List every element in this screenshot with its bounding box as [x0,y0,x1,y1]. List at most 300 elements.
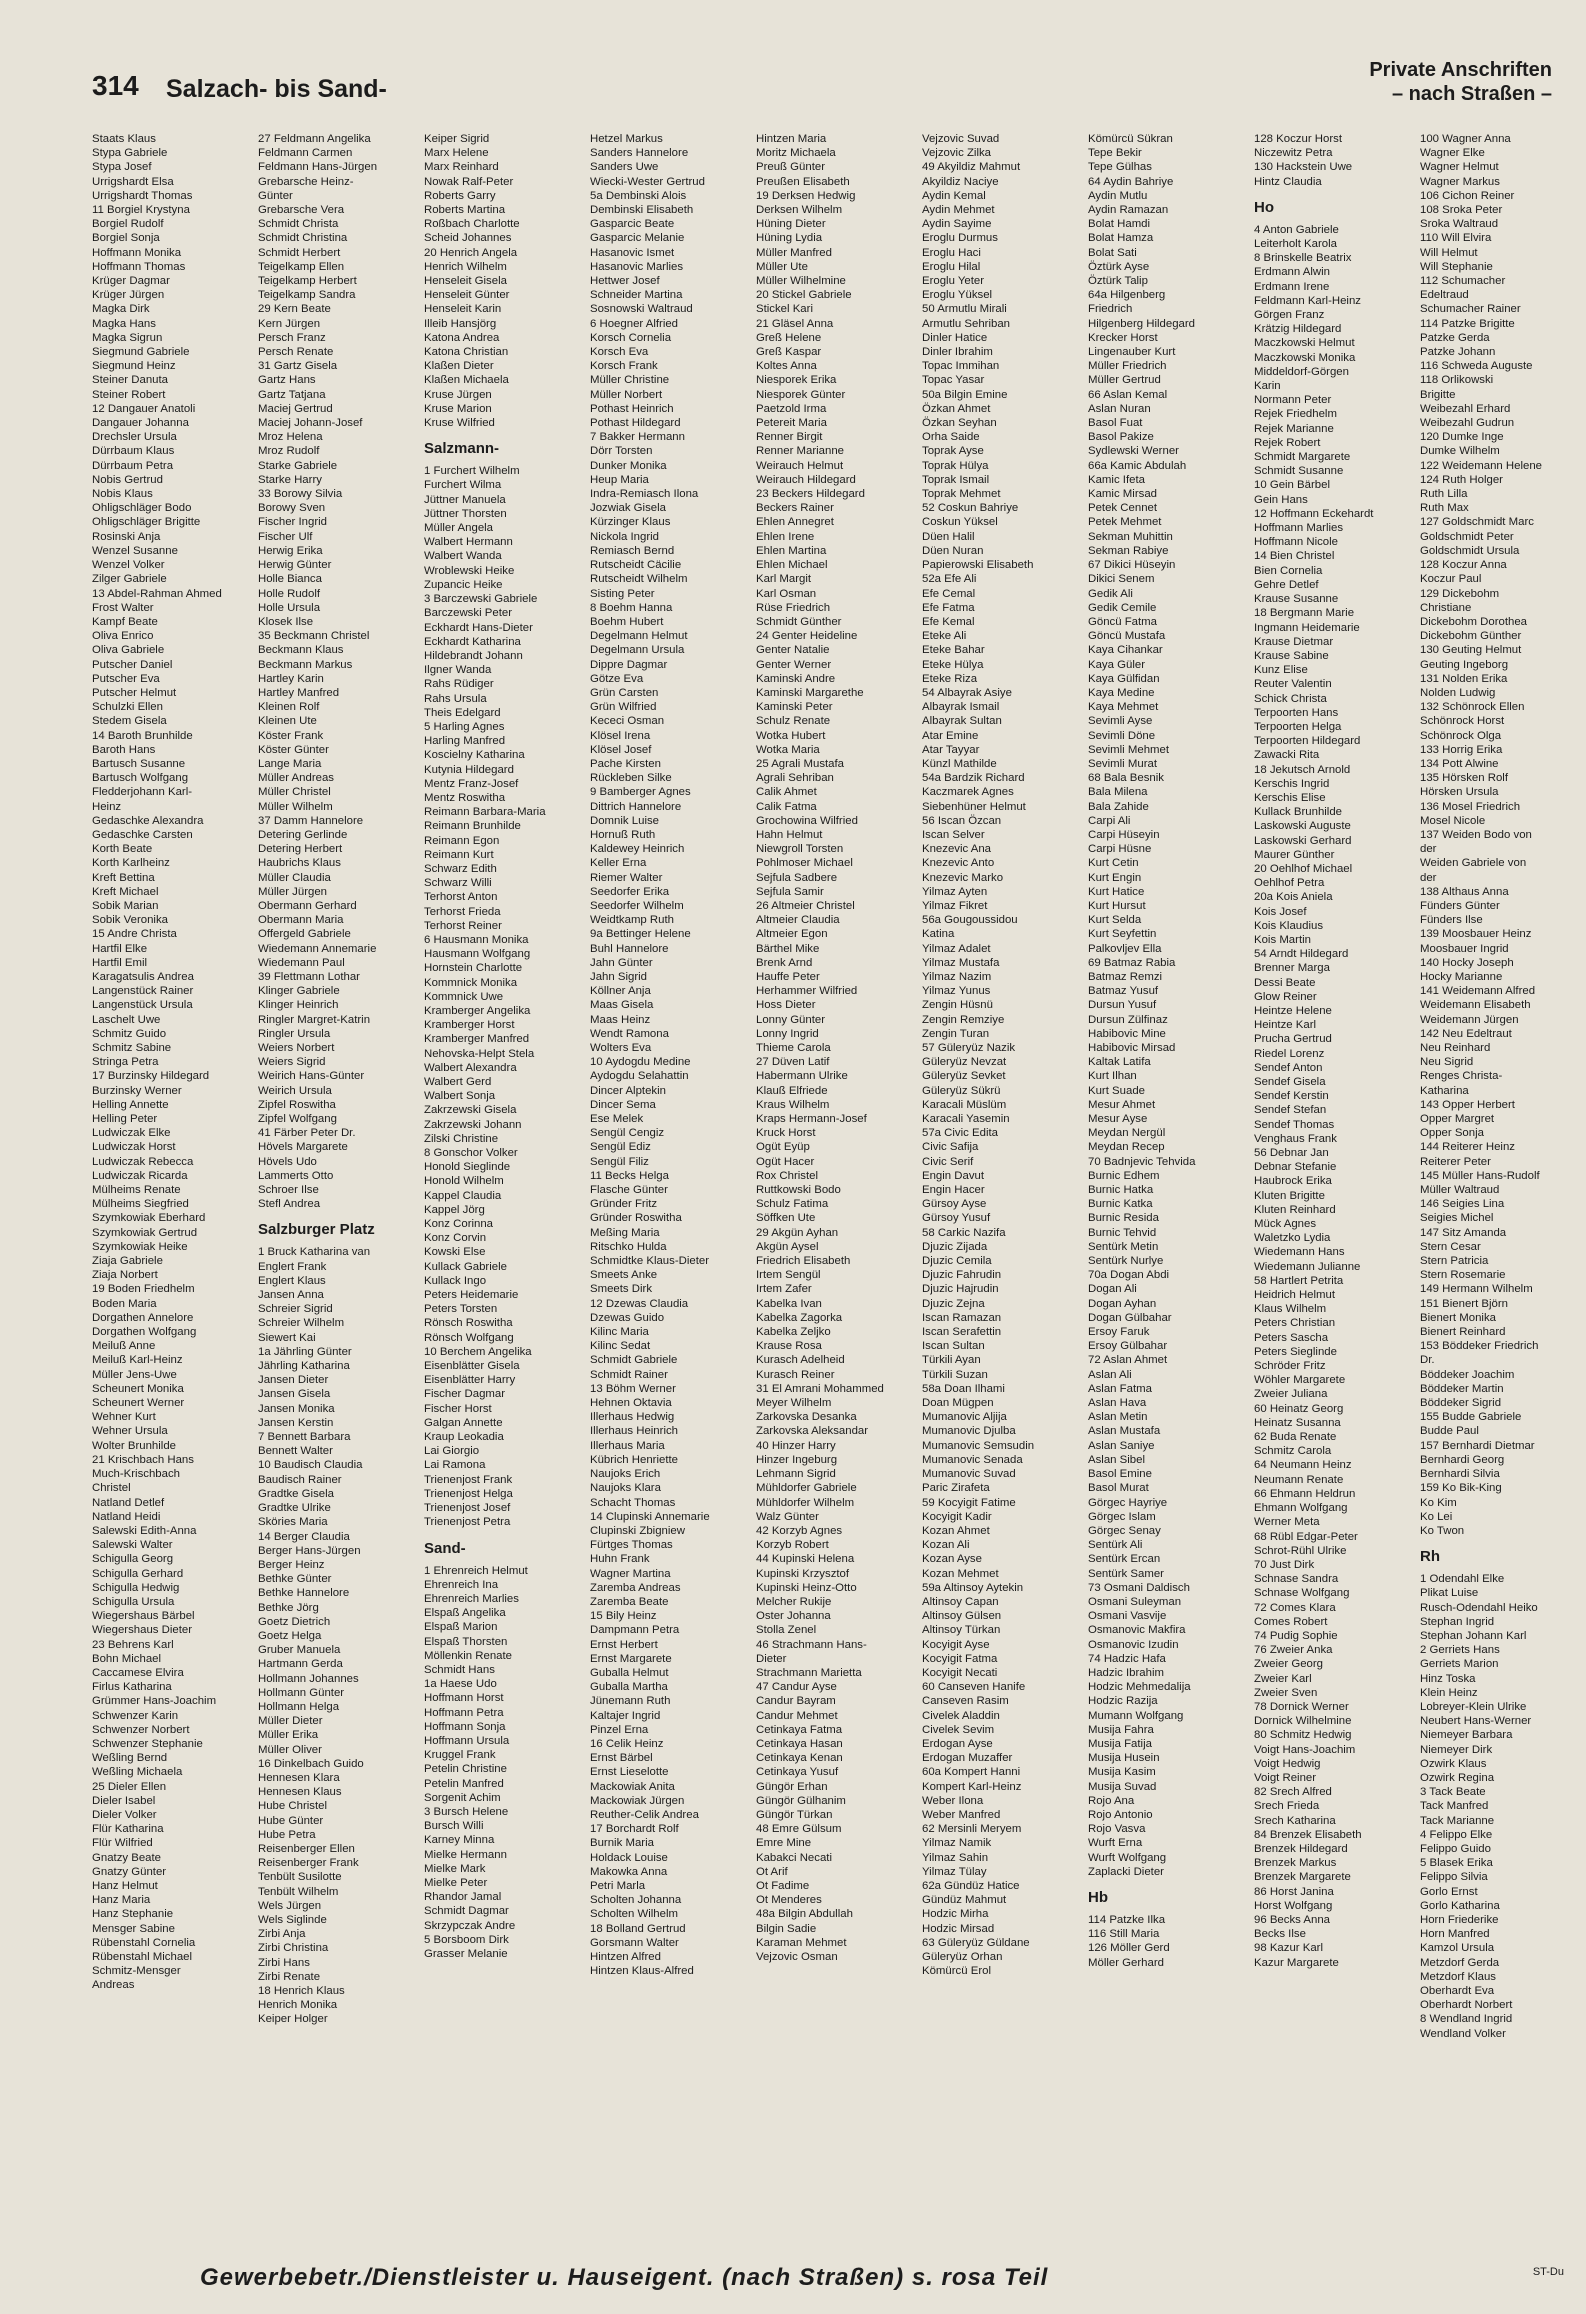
entry: 6 Hausmann Monika [424,933,529,946]
entry: Petek Cennet [1088,502,1158,515]
entry: Berger Hans-Jürgen [258,1544,361,1557]
entry: Langenstück Ursula [92,999,193,1012]
entry: Holdack Louise [590,1851,668,1864]
entry: Erdmann Irene [1254,280,1330,293]
entry: Derksen Wilhelm [756,204,843,217]
entry: Harling Manfred [424,735,506,748]
entry: Schmidt Susanne [1254,465,1344,478]
entry: Stern Rosemarie [1420,1269,1506,1282]
entry: 8 Wendland Ingrid [1420,2013,1513,2026]
entry: Rejek Marianne [1254,422,1334,435]
entry: Wiedemann Hans [1254,1246,1345,1259]
entry: Honold Wilhelm [424,1175,504,1188]
entry: Rahs Rüdiger [424,678,494,691]
entry: Petelin Manfred [424,1777,504,1790]
entry: 57a Civic Edita [922,1127,998,1140]
entry: Peters Torsten [424,1303,498,1316]
entry: Beckmann Markus [258,658,353,671]
entry: Rojo Ana [1088,1794,1135,1807]
entry: Kullack Gabriele [424,1260,507,1273]
entry: Holle Rudolf [258,587,321,600]
entry: 130 Hackstein Uwe [1254,161,1353,174]
entry: Djuzic Zijada [922,1240,988,1253]
entry: Ruth Max [1420,502,1469,515]
entry: Wolter Brunhilde [92,1439,176,1452]
directory-column [922,132,1086,2262]
entry: Marx Helene [424,147,489,160]
entry: Dincer Alptekin [590,1084,666,1097]
entry: Rübenstahl Cornelia [92,1936,196,1949]
entry: Krause Susanne [1254,593,1339,606]
entry: Hornuß Ruth [590,828,656,841]
entry: Erdogan Ayse [922,1737,993,1750]
entry: Hube Günter [258,1814,324,1827]
entry: Brenzek Hildegard [1254,1842,1348,1855]
entry: Ernst Herbert [590,1638,658,1651]
entry: 73 Osmani Daldisch [1088,1581,1190,1594]
entry: Jansen Dieter [258,1374,329,1387]
page-title: Salzach- bis Sand- [166,75,387,103]
entry: Steiner Robert [92,388,166,401]
entry: Efe Cemal [922,587,976,600]
entry: Cetinkaya Yusuf [756,1766,839,1779]
entry: Renner Birgit [756,431,823,444]
entry: Seigies Michel [1420,1212,1494,1225]
entry: Krüger Dagmar [92,275,170,288]
directory-column [258,132,422,2262]
entry: Oster Johanna [756,1610,831,1623]
entry: Schulzki Ellen [92,701,163,714]
entry: Obermann Gerhard [258,899,357,912]
entry: Carpi Hüsne [1088,843,1152,856]
entry: Hanz Maria [92,1894,151,1907]
entry: Güngör Gülhanim [756,1794,846,1807]
entry: Englert Frank [258,1260,327,1273]
entry: Civelek Sevim [922,1723,995,1736]
entry: der [1420,843,1437,856]
entry: Kurt Ilhan [1088,1070,1137,1083]
entry: Ogüt Eyüp [756,1141,810,1154]
entry: Zaplacki Dieter [1088,1865,1164,1878]
entry: Thieme Carola [756,1042,831,1054]
entry: Rusch-Odendahl Heiko [1420,1601,1538,1614]
entry: Urrigshardt Elsa [92,175,174,188]
entry: Aslan Hava [1088,1397,1147,1410]
entry: Magka Sigrun [92,331,163,344]
entry: Altmeier Claudia [756,914,840,927]
entry: Nickola Ingrid [590,530,660,543]
entry: 96 Becks Anna [1254,1913,1330,1926]
entry: Kurt Hatice [1088,885,1145,898]
entry: Maczkowski Monika [1254,351,1356,364]
entry: 62a Gündüz Hatice [922,1879,1020,1892]
entry: Smeets Anke [590,1269,658,1282]
entry: Wagner Markus [1420,175,1500,188]
entry: Schmidt Herbert [258,246,341,259]
entry: 3 Bursch Helene [424,1805,509,1818]
entry: Laskowski Auguste [1254,820,1351,833]
entry: Geuting Ingeborg [1420,658,1509,671]
entry: Möllenkin Renate [424,1649,513,1662]
entry: Yilmaz Yunus [922,985,991,998]
entry: Stern Cesar [1420,1240,1481,1253]
entry: Dippre Dagmar [590,658,668,671]
entry: Henseleit Günter [424,289,510,302]
entry: Helling Annette [92,1098,169,1111]
entry: Dorgathen Annelore [92,1311,194,1324]
entry: Kois Martin [1254,933,1311,946]
entry: Schumacher Rainer [1420,303,1521,316]
entry: 137 Weiden Bodo von [1420,828,1532,841]
entry: Stephan Ingrid [1420,1615,1495,1628]
entry: Lai Ramona [424,1459,486,1472]
entry: Roberts Garry [424,189,496,202]
entry: 67 Dikici Hüseyin [1088,559,1176,572]
entry: Furchert Wilma [424,479,502,492]
entry: Werner Meta [1254,1516,1320,1529]
entry: Güleryüz Nevzat [922,1056,1007,1069]
entry: Iscan Sultan [922,1340,985,1353]
entry: Schreier Sigrid [258,1303,333,1316]
entry: 124 Ruth Holger [1420,473,1503,486]
entry: Kaczmarek Agnes [922,786,1014,799]
entry: 12 Dzewas Claudia [590,1297,689,1310]
entry: Schigulla Ursula [92,1595,175,1608]
entry: Karney Minna [424,1834,495,1847]
entry: Kocyigit Fatma [922,1652,998,1665]
entry: Persch Franz [258,331,326,344]
entry: Gerriets Marion [1420,1658,1499,1671]
entry: Guballa Helmut [590,1666,669,1679]
entry: Lonny Günter [756,1013,826,1026]
entry: 63 Güleryüz Güldane [922,1936,1030,1949]
entry: Schmidt Hans [424,1663,495,1676]
entry: 10 Aydogdu Medine [590,1056,691,1069]
entry: Karl Margit [756,573,812,586]
entry: Moosbauer Ingrid [1420,942,1509,955]
entry: Eroglu Haci [922,246,981,259]
entry: Topac Yasar [922,374,985,387]
entry: Trienenjost Frank [424,1473,513,1486]
entry: Kluten Reinhard [1254,1203,1336,1216]
entry: Dumke Wilhelm [1420,445,1500,458]
entry: Oberhardt Eva [1420,1985,1495,1997]
entry: Schroer Ilse [258,1184,319,1197]
entry: Zengin Remziye [922,1013,1005,1026]
entry: Schigulla Gerhard [92,1567,184,1580]
entry: Stephan Johann Karl [1420,1629,1527,1642]
entry: Hoffmann Horst [424,1692,504,1705]
entry: Jährling Katharina [258,1360,350,1373]
entry: Habibovic Mirsad [1088,1042,1176,1054]
entry: Henseleit Gisela [424,275,507,288]
entry: 17 Borchardt Rolf [590,1823,679,1836]
entry: Ludwiczak Rebecca [92,1155,194,1168]
entry: 52a Efe Ali [922,573,977,586]
entry: Wendt Ramona [590,1027,669,1040]
entry: 110 Will Elvira [1420,232,1492,245]
entry: Mumanovic Suvad [922,1468,1016,1481]
entry: Weidemann Elisabeth [1420,999,1531,1012]
entry: Kraus Wilhelm [756,1098,830,1111]
entry: Kampf Beate [92,615,158,628]
entry: Herwig Erika [258,544,323,557]
entry: 50 Armutlu Mirali [922,303,1007,316]
entry: Zweier Karl [1254,1672,1312,1685]
entry: Maurer Günther [1254,848,1335,861]
entry: 3 Tack Beate [1420,1786,1486,1799]
entry: 129 Dickebohm [1420,587,1500,600]
entry: Maczkowski Helmut [1254,337,1355,350]
entry: 29 Akgün Ayhan [756,1226,839,1239]
entry: Mülheims Renate [92,1184,181,1197]
entry: Aydin Mutlu [1088,189,1148,202]
entry: Müller Norbert [590,388,663,401]
entry: Weber Ilona [922,1794,984,1807]
entry: Sekman Muhittin [1088,530,1173,543]
entry: Kaltak Latifa [1088,1056,1151,1069]
entry: Ersoy Gülbahar [1088,1340,1168,1353]
entry: Roßbach Charlotte [424,218,520,231]
entry: Gasparcic Melanie [590,232,685,245]
entry: Koscielny Katharina [424,749,525,762]
entry: Srech Katharina [1254,1814,1336,1827]
entry: Renner Marianne [756,445,845,458]
entry: Riemer Walter [590,871,663,884]
entry: Ruth Lilla [1420,488,1468,501]
entry: Ot Arif [756,1865,788,1878]
entry: Hövels Udo [258,1155,317,1168]
entry: 5a Dembinski Alois [590,189,687,202]
entry: Hartmann Gerda [258,1658,343,1671]
entry: Klinger Heinrich [258,999,339,1012]
entry: Zarkovska Desanka [756,1411,857,1424]
entry: Vejzovic Osman [756,1951,838,1963]
entry: Sendef Stefan [1254,1104,1327,1117]
entry: Krause Sabine [1254,649,1329,662]
entry: Terhorst Anton [424,891,498,904]
entry: Szymkowiak Gertrud [92,1226,198,1239]
entry: Hasanovic Ismet [590,246,675,259]
entry: Schmitz Guido [92,1027,167,1040]
entry: Hoffmann Nicole [1254,536,1338,549]
entry: Brenner Marga [1254,962,1330,975]
entry: Kozan Ahmet [922,1524,990,1537]
entry: Hadzic Ibrahim [1088,1666,1164,1679]
entry: Meydan Nergül [1088,1127,1166,1140]
entry: Schwarz Willi [424,877,492,890]
entry: Ot Fadime [756,1879,810,1892]
entry: Zengin Turan [922,1027,990,1040]
entry: 11 Borgiel Krystyna [92,204,190,217]
entry: Much-Krischbach [92,1468,180,1481]
entry: Kozan Ali [922,1539,970,1552]
entry: Reimann Kurt [424,848,494,861]
entry: Friedrich Elisabeth [756,1255,851,1268]
entry: Niesporek Günter [756,388,846,401]
entry: Hildebrandt Johann [424,649,523,662]
entry: 56 Iscan Özcan [922,814,1002,827]
entry: Langenstück Rainer [92,985,194,998]
entry: 72 Aslan Ahmet [1088,1354,1168,1367]
entry: Kruse Wilfried [424,417,495,430]
entry: Ehlen Annegret [756,516,834,529]
entry: Kramberger Horst [424,1019,515,1032]
entry: Wolters Eva [590,1042,652,1054]
entry: Zirbi Anja [258,1928,306,1941]
entry: Schulz Renate [756,715,831,728]
entry: Hube Petra [258,1828,316,1841]
entry: Heinz [92,800,122,813]
entry: Sengül Cengiz [590,1127,665,1140]
entry: Cetinkaya Hasan [756,1737,843,1750]
entry: Gürsoy Yusuf [922,1212,991,1225]
entry: Teigelkamp Herbert [258,275,357,288]
entry: Krecker Horst [1088,331,1158,344]
entry: 128 Koczur Horst [1254,133,1342,145]
entry: Schacht Thomas [590,1496,676,1509]
entry: Pothast Heinrich [590,402,674,415]
entry: Szymkowiak Eberhard [92,1212,206,1225]
entry: Kabelka Zeljko [756,1326,831,1339]
entry: Weidtkamp Ruth [590,914,674,927]
entry: 15 Andre Christa [92,928,177,941]
entry: Hocky Marianne [1420,970,1503,983]
entry: Zarkovska Aleksandar [756,1425,869,1438]
entry: Ehlen Martina [756,544,827,557]
entry: 50a Bilgin Emine [922,388,1008,401]
entry: Gedik Ali [1088,587,1133,600]
entry: Haubrichs Klaus [258,857,341,870]
entry: Canseven Rasim [922,1695,1009,1708]
entry: Scheunert Monika [92,1382,184,1395]
entry: Kramberger Angelika [424,1004,531,1017]
entry: 62 Mersinli Meryem [922,1823,1022,1836]
entry: Borgiel Sonja [92,232,160,245]
entry: 112 Schumacher [1420,275,1506,288]
entry: 20a Kois Aniela [1254,891,1333,904]
entry: Dzewas Guido [590,1311,665,1324]
entry: Bilgin Sadie [756,1922,817,1935]
entry: Walbert Gerd [424,1076,492,1088]
entry: Dogan Gülbahar [1088,1311,1172,1324]
entry: Müller Waltraud [1420,1184,1500,1197]
entry: 14 Berger Claudia [258,1530,350,1543]
entry: Wendland Volker [1420,2027,1506,2040]
entry: Hauffe Peter [756,970,820,983]
entry: Kocyigit Kadir [922,1510,992,1523]
entry: Sosnowski Waltraud [590,303,693,316]
entry: 12 Dangauer Anatoli [92,402,196,415]
entry: 18 Bolland Gertrud [590,1922,686,1935]
entry: Gründer Fritz [590,1198,658,1211]
entry: Christiane [1420,601,1472,614]
entry: Herhammer Wilfried [756,985,858,998]
entry: Kommnick Uwe [424,990,504,1003]
entry: Keller Erna [590,857,647,870]
entry: Teigelkamp Sandra [258,289,356,302]
entry: Klosek Ilse [258,615,314,628]
entry: Kaminski Andre [756,672,836,685]
entry: Scholten Wilhelm [590,1908,678,1921]
entry: Ernst Bärbel [590,1752,653,1765]
entry: Christel [92,1482,131,1495]
entry: Müller Friedrich [1088,360,1167,373]
entry: Walbert Sonja [424,1090,496,1103]
entry: Hennesen Klara [258,1771,340,1784]
entry: Müller Gertrud [1088,374,1161,387]
entry: Möller Gerhard [1088,1956,1164,1969]
entry: Müller Jürgen [258,885,328,898]
entry: Dürrbaum Klaus [92,445,175,458]
entry: Sengül Filiz [590,1155,649,1168]
entry: Müller Manfred [756,246,832,259]
entry: Grebarsche Vera [258,204,345,217]
entry: Yilmaz Fikret [922,899,988,912]
entry: Wotka Maria [756,743,820,756]
entry: Eroglu Yeter [922,275,985,288]
entry: Offergeld Gabriele [258,928,351,941]
entry: Albayrak Ismail [922,701,1000,714]
entry: Ringler Margret-Katrin [258,1013,371,1026]
entry: Flür Katharina [92,1823,164,1836]
entry: Zirbi Christina [258,1942,329,1955]
entry: 4 Anton Gabriele [1254,223,1339,236]
entry: 7 Bennett Barbara [258,1431,351,1444]
street-heading: Rh [1420,1548,1440,1566]
entry: Petek Mehmet [1088,516,1162,529]
entry: Lonny Ingrid [756,1027,819,1040]
entry: Schmidt Dagmar [424,1905,509,1918]
entry: 14 Bien Christel [1254,550,1335,563]
entry: Müller Ute [756,260,808,273]
entry: Magka Hans [92,317,156,330]
section-heading [1369,58,1552,106]
entry: Dursun Yusuf [1088,999,1157,1012]
entry: Voigt Reiner [1254,1771,1317,1784]
entry: Rönsch Wolfgang [424,1331,514,1344]
entry: Kreft Michael [92,885,159,898]
entry: Peters Christian [1254,1317,1336,1330]
entry: Jüttner Manuela [424,493,506,506]
entry: 64a Hilgenberg [1088,289,1166,302]
entry: Wiedemann Paul [258,956,345,969]
entry: Szymkowiak Heike [92,1240,188,1253]
entry: Schmidt Gabriele [590,1354,678,1367]
entry: Katina [922,928,955,941]
entry: Wels Siglinde [258,1913,327,1926]
entry: Habibovic Mine [1088,1027,1166,1040]
entry: Zaremba Beate [590,1595,669,1608]
entry: Felippo Guido [1420,1842,1491,1855]
entry: 56 Debnar Jan [1254,1147,1329,1160]
entry: 9a Bettinger Helene [590,928,691,941]
entry: Carpi Hüseyin [1088,828,1160,841]
entry: Preußen Elisabeth [756,175,850,188]
entry: Schwarz Edith [424,862,497,875]
entry: Musija Fatija [1088,1737,1152,1750]
entry: Preuß Günter [756,161,826,174]
entry: Türkili Ayan [922,1354,981,1367]
entry: Topac Immihan [922,360,1000,373]
entry: 58 Carkic Nazifa [922,1226,1006,1239]
entry: Ko Kim [1420,1496,1457,1509]
entry: Gasparcic Beate [590,218,675,231]
entry: Kaltajer Ingrid [590,1709,661,1722]
entry: Katona Andrea [424,331,500,344]
entry: Hube Christel [258,1800,328,1813]
entry: Kömürcü Erol [922,1965,992,1978]
